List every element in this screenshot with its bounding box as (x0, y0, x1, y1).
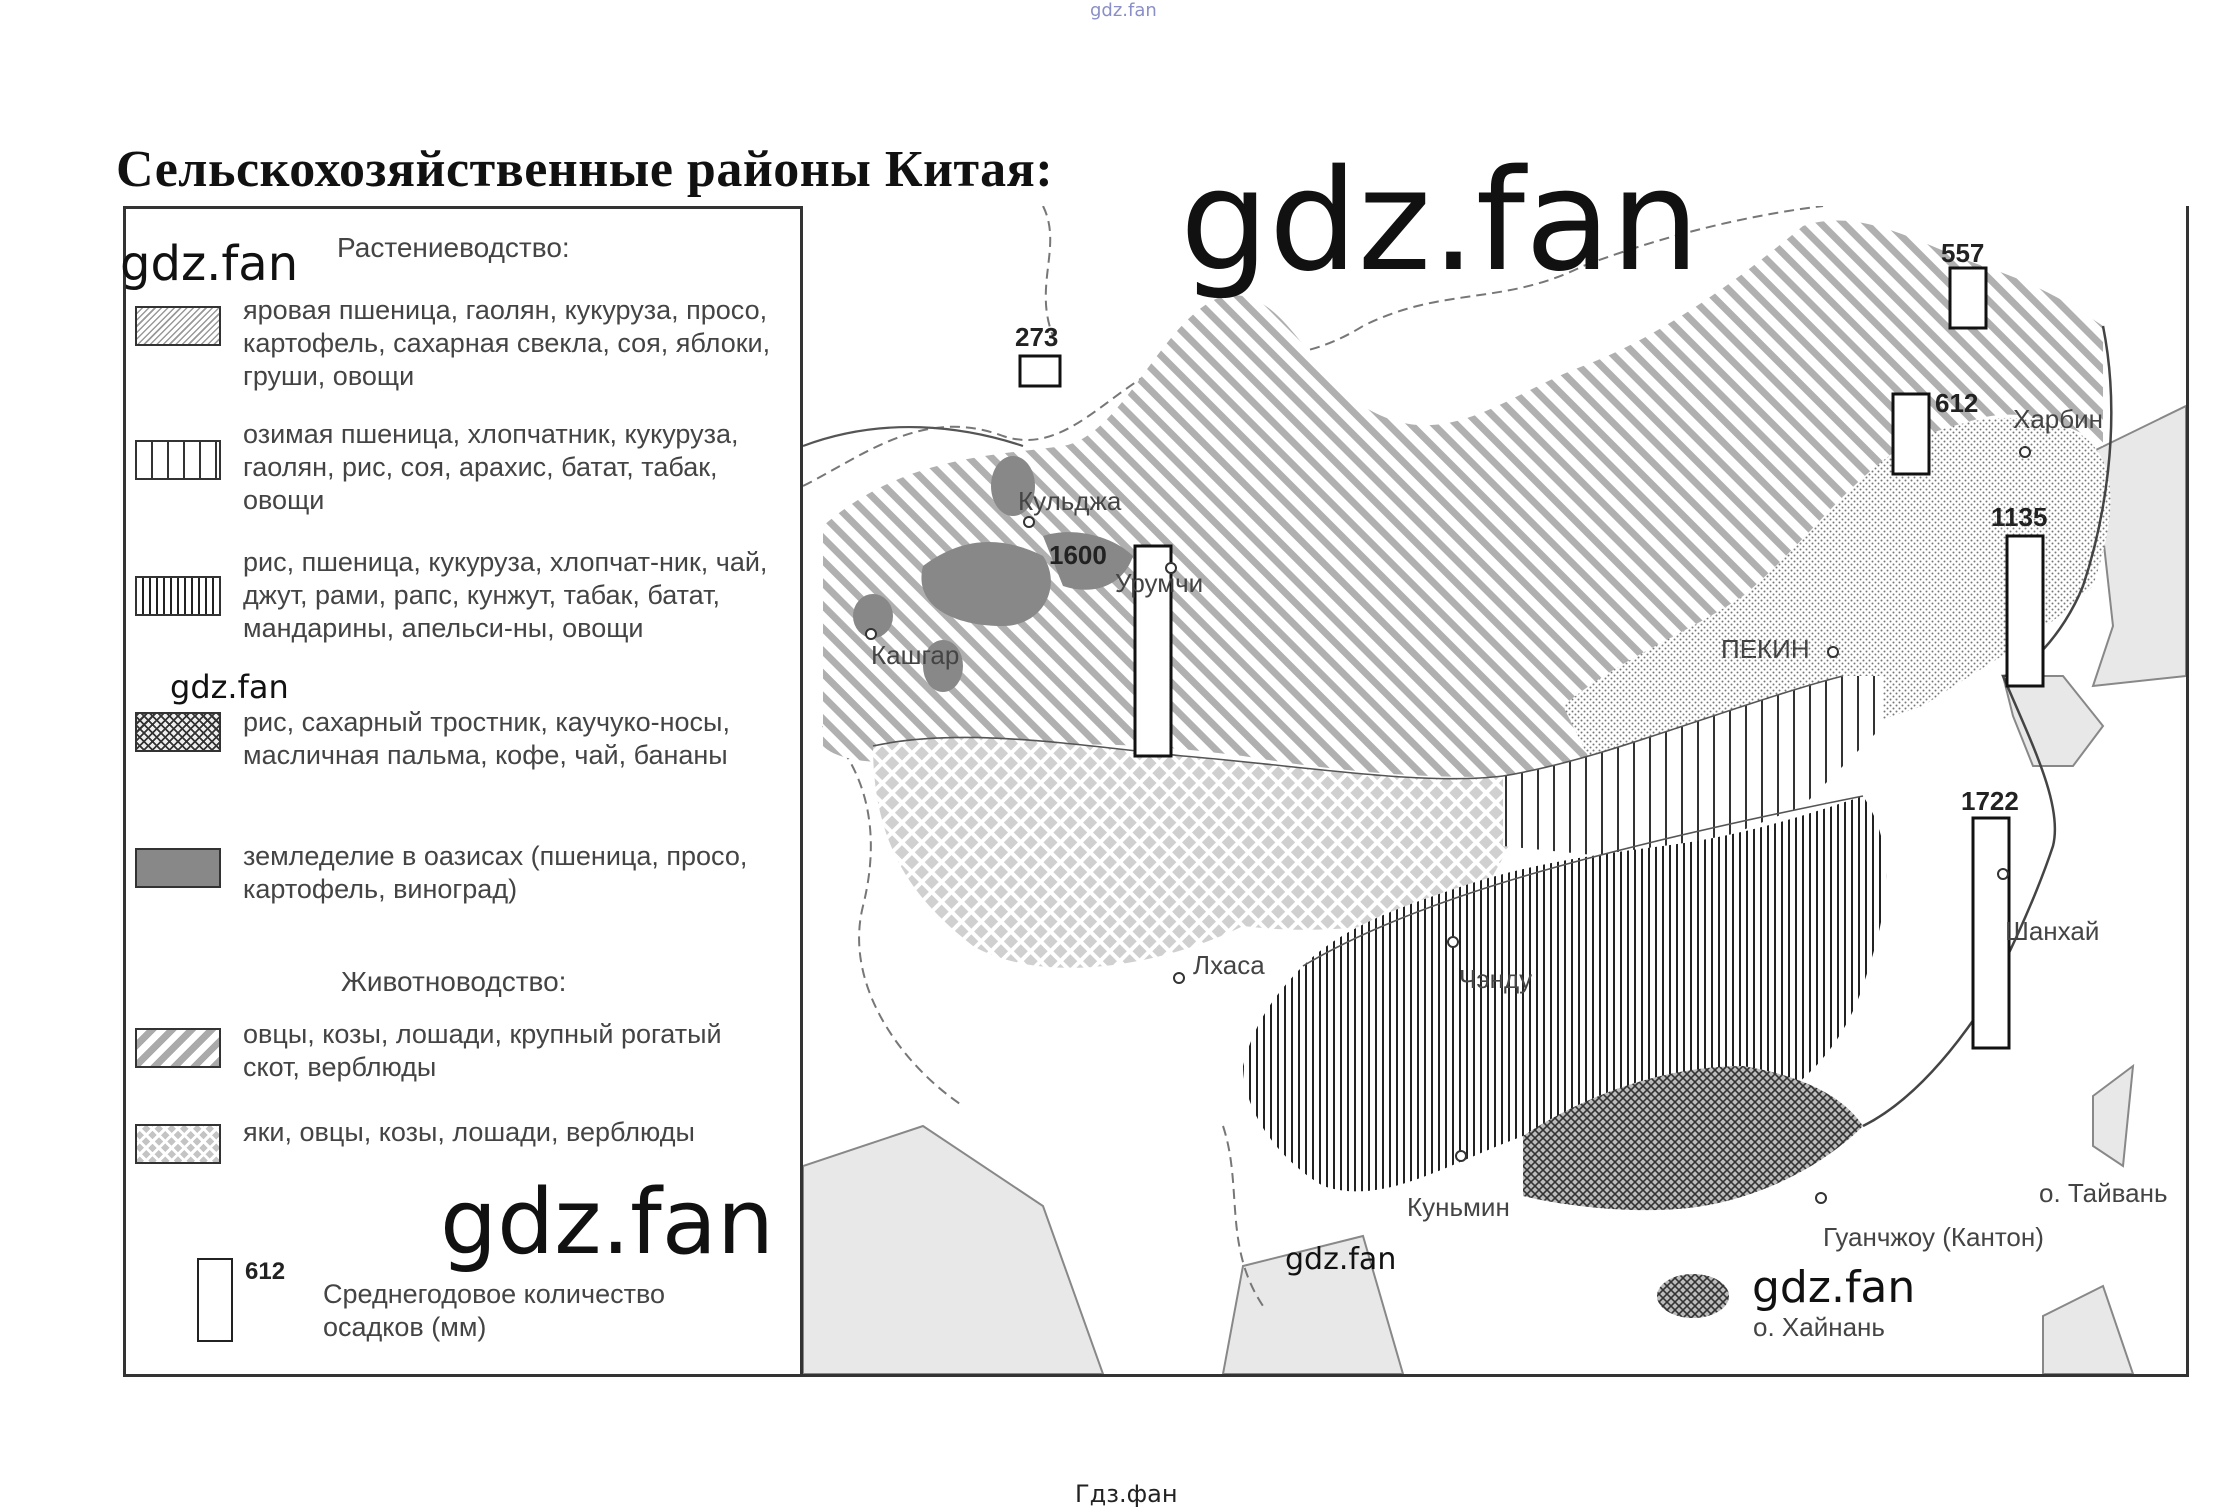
precip-label-beijing: 612 (1935, 388, 1979, 418)
top-watermark: gdz.fan (1090, 0, 1157, 21)
precip-bar-shanghai (2007, 536, 2043, 686)
china-map (803, 206, 2186, 1374)
city-harbin: Харбин (2013, 404, 2104, 434)
precip-label-guangzhou: 1722 (1961, 786, 2019, 816)
watermark-large: gdz.fan (1180, 140, 1700, 303)
city-chengdu: Чэнду (1459, 964, 1533, 994)
precip-bar-beijing (1893, 394, 1929, 474)
legend-text-oasis: земледелие в оазисах (пшеница, просо, картофель, виноград) (243, 841, 748, 904)
legend-swatch-rice (135, 576, 221, 616)
precip-label-harbin: 557 (1941, 238, 1985, 268)
precip-label-shanghai: 1135 (1991, 502, 2048, 532)
precip-label-lhasa: 1600 (1049, 540, 1107, 570)
legend-swatch-oasis (135, 848, 221, 888)
legend-heading-livestock: Животноводство: (341, 966, 567, 997)
city-lhasa: Лхаса (1193, 950, 1265, 980)
legend-precip-bar (197, 1258, 233, 1342)
city-kashgar: Кашгар (871, 640, 960, 670)
precip-bar-guangzhou (1973, 818, 2009, 1048)
legend-swatch-sheep (135, 1028, 221, 1068)
legend-swatch-yak (135, 1124, 221, 1164)
legend-text-winter-wheat: озимая пшеница, хлопчатник, кукуруза, гаолян, рис, соя, арахис, батат, табак, овощи (243, 419, 739, 515)
legend-text-rice: рис, пшеница, кукуруза, хлопчат-ник, чай, джут, рами, рапс, кунжут, табак, батат, мандарины, апельси-ны, овощи (243, 547, 768, 643)
page-title: Сельскохозяйственные районы Китая: (116, 141, 1054, 198)
legend-text-yak: яки, овцы, козы, лошади, верблюды (243, 1117, 695, 1147)
city-shanghai: Шанхай (2005, 916, 2100, 946)
city-guangzhou: Гуанчжоу (Кантон) (1823, 1222, 2044, 1252)
city-taiwan: о. Тайвань (2039, 1178, 2168, 1208)
city-kunming: Куньмин (1407, 1192, 1510, 1222)
legend-precip-text: Среднегодовое количество осадков (мм) (323, 1279, 666, 1342)
city-urumqi: Урумчи (1115, 568, 1204, 598)
city-beijing: ПЕКИН (1721, 634, 1810, 664)
city-kulja: Кульджа (1018, 486, 1122, 516)
legend-text-sheep: овцы, козы, лошади, крупный рогатый скот, верблюды (243, 1019, 722, 1082)
precip-bar-urumqi (1020, 356, 1060, 386)
legend-swatch-spring-wheat (135, 306, 221, 346)
watermark-legend-mid: gdz.fan (170, 668, 289, 706)
city-hainan: о. Хайнань (1753, 1312, 1885, 1342)
watermark-medium: gdz.fan (440, 1170, 774, 1275)
legend-heading-crops: Растениеводство: (337, 232, 570, 263)
page-footer: Гдз.фан (1075, 1480, 1178, 1508)
precip-bar-harbin (1950, 268, 1986, 328)
watermark-map-south: gdz.fan (1752, 1262, 1916, 1313)
watermark-legend-top: gdz.fan (120, 236, 299, 292)
legend-swatch-tropical (135, 712, 221, 752)
watermark-map-center: gdz.fan (1285, 1242, 1397, 1277)
legend-precip-number: 612 (245, 1258, 286, 1285)
legend-swatch-winter-wheat (135, 440, 221, 480)
legend-text-tropical: рис, сахарный тростник, каучуко-носы, масличная пальма, кофе, чай, бананы (243, 707, 730, 770)
legend-text-spring-wheat: яровая пшеница, гаолян, кукуруза, просо, картофель, сахарная свекла, соя, яблоки, груши, овощи (243, 295, 771, 391)
precip-label-urumqi: 273 (1015, 322, 1059, 352)
